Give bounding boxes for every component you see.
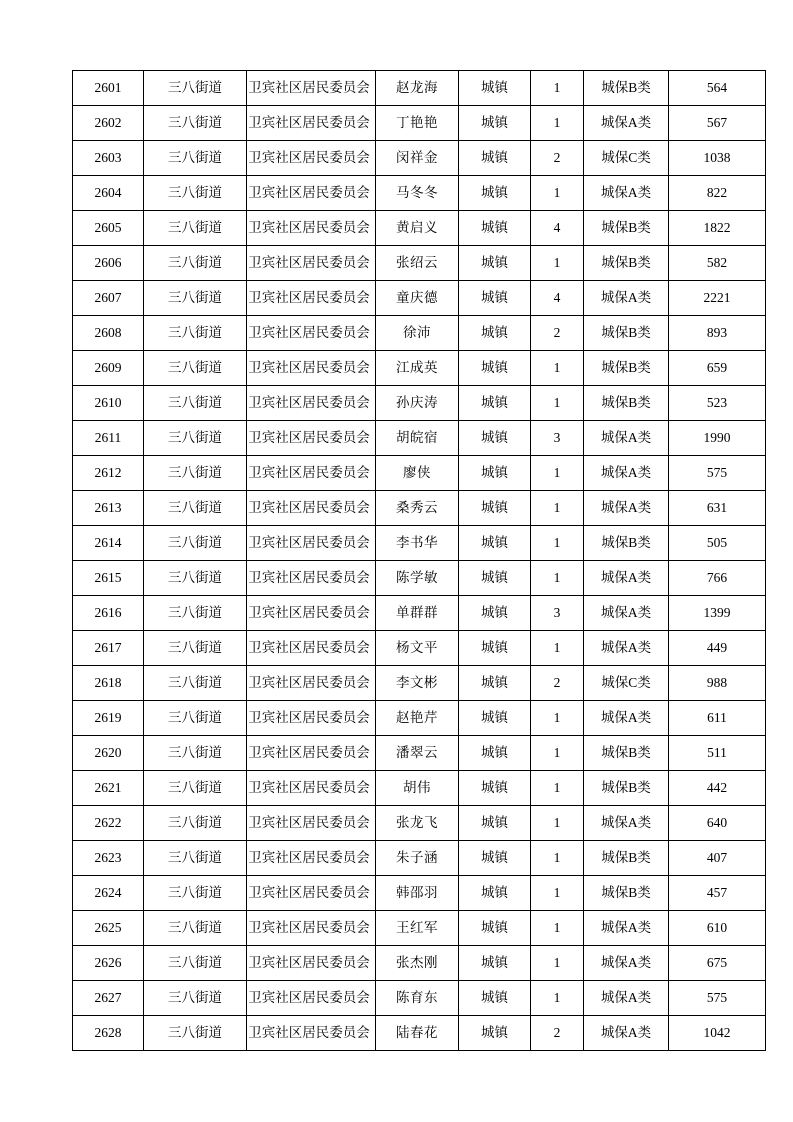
cell-community: 卫宾社区居民委员会 (247, 456, 376, 491)
table-row (73, 1016, 766, 1051)
cell-person-count: 1 (531, 386, 584, 421)
cell-household-type: 城镇 (459, 211, 531, 246)
cell-person-count: 4 (531, 211, 584, 246)
cell-amount: 610 (669, 911, 766, 946)
cell-seq: 2602 (73, 106, 144, 141)
cell-street: 三八街道 (144, 456, 247, 491)
cell-street: 三八街道 (144, 596, 247, 631)
cell-person-count: 1 (531, 806, 584, 841)
cell-household-type: 城镇 (459, 946, 531, 981)
cell-seq: 2618 (73, 666, 144, 701)
table-row (73, 981, 766, 1016)
cell-name: 陈育东 (376, 981, 459, 1016)
cell-amount: 988 (669, 666, 766, 701)
cell-name: 陈学敏 (376, 561, 459, 596)
table-row (73, 351, 766, 386)
cell-person-count: 1 (531, 946, 584, 981)
cell-category: 城保B类 (584, 316, 669, 351)
cell-community: 卫宾社区居民委员会 (247, 596, 376, 631)
cell-household-type: 城镇 (459, 771, 531, 806)
cell-street: 三八街道 (144, 946, 247, 981)
cell-community: 卫宾社区居民委员会 (247, 141, 376, 176)
cell-seq: 2614 (73, 526, 144, 561)
cell-seq: 2608 (73, 316, 144, 351)
cell-name: 朱子涵 (376, 841, 459, 876)
cell-name: 韩邵羽 (376, 876, 459, 911)
cell-person-count: 1 (531, 561, 584, 596)
cell-street: 三八街道 (144, 736, 247, 771)
cell-amount: 2221 (669, 281, 766, 316)
cell-street: 三八街道 (144, 1016, 247, 1051)
table-row (73, 771, 766, 806)
cell-street: 三八街道 (144, 71, 247, 106)
cell-category: 城保B类 (584, 351, 669, 386)
cell-category: 城保C类 (584, 141, 669, 176)
cell-household-type: 城镇 (459, 1016, 531, 1051)
cell-person-count: 1 (531, 911, 584, 946)
cell-seq: 2607 (73, 281, 144, 316)
cell-category: 城保A类 (584, 456, 669, 491)
cell-community: 卫宾社区居民委员会 (247, 176, 376, 211)
cell-street: 三八街道 (144, 281, 247, 316)
cell-seq: 2610 (73, 386, 144, 421)
cell-street: 三八街道 (144, 876, 247, 911)
cell-category: 城保B类 (584, 526, 669, 561)
cell-category: 城保A类 (584, 806, 669, 841)
cell-household-type: 城镇 (459, 491, 531, 526)
cell-street: 三八街道 (144, 211, 247, 246)
cell-seq: 2615 (73, 561, 144, 596)
cell-community: 卫宾社区居民委员会 (247, 246, 376, 281)
cell-person-count: 1 (531, 106, 584, 141)
cell-street: 三八街道 (144, 841, 247, 876)
cell-community: 卫宾社区居民委员会 (247, 841, 376, 876)
cell-name: 张杰刚 (376, 946, 459, 981)
cell-amount: 640 (669, 806, 766, 841)
cell-street: 三八街道 (144, 526, 247, 561)
cell-amount: 631 (669, 491, 766, 526)
cell-amount: 567 (669, 106, 766, 141)
cell-community: 卫宾社区居民委员会 (247, 946, 376, 981)
cell-amount: 766 (669, 561, 766, 596)
cell-category: 城保B类 (584, 386, 669, 421)
cell-household-type: 城镇 (459, 806, 531, 841)
cell-street: 三八街道 (144, 911, 247, 946)
cell-community: 卫宾社区居民委员会 (247, 281, 376, 316)
cell-household-type: 城镇 (459, 141, 531, 176)
cell-community: 卫宾社区居民委员会 (247, 981, 376, 1016)
cell-household-type: 城镇 (459, 876, 531, 911)
cell-person-count: 2 (531, 1016, 584, 1051)
cell-seq: 2611 (73, 421, 144, 456)
cell-name: 杨文平 (376, 631, 459, 666)
cell-amount: 575 (669, 981, 766, 1016)
cell-person-count: 1 (531, 246, 584, 281)
cell-amount: 505 (669, 526, 766, 561)
cell-household-type: 城镇 (459, 631, 531, 666)
table-row (73, 561, 766, 596)
table-row (73, 491, 766, 526)
cell-community: 卫宾社区居民委员会 (247, 701, 376, 736)
cell-household-type: 城镇 (459, 666, 531, 701)
cell-seq: 2619 (73, 701, 144, 736)
cell-street: 三八街道 (144, 771, 247, 806)
cell-category: 城保B类 (584, 876, 669, 911)
cell-community: 卫宾社区居民委员会 (247, 421, 376, 456)
cell-street: 三八街道 (144, 316, 247, 351)
cell-seq: 2625 (73, 911, 144, 946)
cell-name: 丁艳艳 (376, 106, 459, 141)
cell-community: 卫宾社区居民委员会 (247, 351, 376, 386)
cell-category: 城保A类 (584, 281, 669, 316)
table-row (73, 806, 766, 841)
cell-amount: 1399 (669, 596, 766, 631)
cell-community: 卫宾社区居民委员会 (247, 1016, 376, 1051)
cell-person-count: 1 (531, 176, 584, 211)
cell-household-type: 城镇 (459, 106, 531, 141)
table-row (73, 386, 766, 421)
cell-household-type: 城镇 (459, 421, 531, 456)
cell-amount: 457 (669, 876, 766, 911)
cell-seq: 2623 (73, 841, 144, 876)
cell-seq: 2617 (73, 631, 144, 666)
cell-name: 闵祥金 (376, 141, 459, 176)
cell-community: 卫宾社区居民委员会 (247, 106, 376, 141)
cell-amount: 511 (669, 736, 766, 771)
cell-seq: 2616 (73, 596, 144, 631)
cell-seq: 2620 (73, 736, 144, 771)
cell-street: 三八街道 (144, 141, 247, 176)
cell-name: 李文彬 (376, 666, 459, 701)
cell-category: 城保B类 (584, 246, 669, 281)
cell-street: 三八街道 (144, 491, 247, 526)
cell-seq: 2621 (73, 771, 144, 806)
table-row (73, 281, 766, 316)
cell-street: 三八街道 (144, 666, 247, 701)
table-row (73, 211, 766, 246)
cell-household-type: 城镇 (459, 841, 531, 876)
cell-amount: 575 (669, 456, 766, 491)
cell-person-count: 2 (531, 316, 584, 351)
cell-seq: 2605 (73, 211, 144, 246)
cell-community: 卫宾社区居民委员会 (247, 386, 376, 421)
subsidy-table (72, 70, 766, 1051)
cell-name: 张绍云 (376, 246, 459, 281)
cell-amount: 564 (669, 71, 766, 106)
cell-household-type: 城镇 (459, 71, 531, 106)
cell-seq: 2627 (73, 981, 144, 1016)
cell-person-count: 1 (531, 841, 584, 876)
cell-category: 城保C类 (584, 666, 669, 701)
cell-household-type: 城镇 (459, 596, 531, 631)
cell-name: 李书华 (376, 526, 459, 561)
cell-community: 卫宾社区居民委员会 (247, 71, 376, 106)
cell-household-type: 城镇 (459, 736, 531, 771)
cell-street: 三八街道 (144, 351, 247, 386)
cell-community: 卫宾社区居民委员会 (247, 631, 376, 666)
cell-community: 卫宾社区居民委员会 (247, 561, 376, 596)
cell-amount: 523 (669, 386, 766, 421)
cell-street: 三八街道 (144, 386, 247, 421)
cell-person-count: 1 (531, 771, 584, 806)
cell-name: 潘翠云 (376, 736, 459, 771)
cell-community: 卫宾社区居民委员会 (247, 526, 376, 561)
table-row (73, 176, 766, 211)
cell-household-type: 城镇 (459, 176, 531, 211)
cell-category: 城保B类 (584, 771, 669, 806)
cell-category: 城保A类 (584, 176, 669, 211)
cell-household-type: 城镇 (459, 701, 531, 736)
table-row (73, 421, 766, 456)
cell-seq: 2606 (73, 246, 144, 281)
cell-name: 徐沛 (376, 316, 459, 351)
cell-seq: 2624 (73, 876, 144, 911)
cell-category: 城保A类 (584, 491, 669, 526)
table-row (73, 316, 766, 351)
cell-seq: 2612 (73, 456, 144, 491)
cell-amount: 582 (669, 246, 766, 281)
cell-person-count: 1 (531, 456, 584, 491)
cell-person-count: 1 (531, 351, 584, 386)
cell-person-count: 1 (531, 631, 584, 666)
cell-name: 廖侠 (376, 456, 459, 491)
cell-person-count: 1 (531, 876, 584, 911)
cell-street: 三八街道 (144, 631, 247, 666)
cell-street: 三八街道 (144, 106, 247, 141)
cell-amount: 407 (669, 841, 766, 876)
cell-street: 三八街道 (144, 806, 247, 841)
table-row (73, 456, 766, 491)
cell-community: 卫宾社区居民委员会 (247, 211, 376, 246)
table-row (73, 526, 766, 561)
cell-amount: 675 (669, 946, 766, 981)
cell-category: 城保A类 (584, 981, 669, 1016)
cell-name: 马冬冬 (376, 176, 459, 211)
cell-community: 卫宾社区居民委员会 (247, 771, 376, 806)
cell-amount: 1042 (669, 1016, 766, 1051)
table-row (73, 946, 766, 981)
cell-street: 三八街道 (144, 246, 247, 281)
cell-community: 卫宾社区居民委员会 (247, 736, 376, 771)
cell-person-count: 1 (531, 736, 584, 771)
cell-name: 单群群 (376, 596, 459, 631)
cell-household-type: 城镇 (459, 526, 531, 561)
cell-person-count: 2 (531, 666, 584, 701)
cell-name: 张龙飞 (376, 806, 459, 841)
cell-person-count: 1 (531, 491, 584, 526)
cell-name: 童庆德 (376, 281, 459, 316)
cell-person-count: 1 (531, 71, 584, 106)
cell-community: 卫宾社区居民委员会 (247, 316, 376, 351)
cell-seq: 2626 (73, 946, 144, 981)
cell-name: 陆春花 (376, 1016, 459, 1051)
cell-community: 卫宾社区居民委员会 (247, 911, 376, 946)
cell-household-type: 城镇 (459, 981, 531, 1016)
table-row (73, 596, 766, 631)
cell-household-type: 城镇 (459, 561, 531, 596)
cell-category: 城保A类 (584, 946, 669, 981)
table-row (73, 876, 766, 911)
cell-amount: 442 (669, 771, 766, 806)
cell-household-type: 城镇 (459, 456, 531, 491)
cell-seq: 2628 (73, 1016, 144, 1051)
table-row (73, 71, 766, 106)
cell-name: 胡伟 (376, 771, 459, 806)
cell-category: 城保A类 (584, 596, 669, 631)
cell-name: 孙庆涛 (376, 386, 459, 421)
cell-amount: 611 (669, 701, 766, 736)
table-row (73, 841, 766, 876)
table-row (73, 631, 766, 666)
table-row (73, 246, 766, 281)
table-row (73, 106, 766, 141)
cell-seq: 2609 (73, 351, 144, 386)
table-body (73, 71, 766, 1051)
cell-name: 王红军 (376, 911, 459, 946)
cell-community: 卫宾社区居民委员会 (247, 491, 376, 526)
cell-category: 城保A类 (584, 911, 669, 946)
cell-household-type: 城镇 (459, 911, 531, 946)
table-row (73, 736, 766, 771)
cell-category: 城保A类 (584, 561, 669, 596)
cell-community: 卫宾社区居民委员会 (247, 806, 376, 841)
cell-category: 城保A类 (584, 106, 669, 141)
table-row (73, 141, 766, 176)
cell-person-count: 3 (531, 421, 584, 456)
cell-community: 卫宾社区居民委员会 (247, 666, 376, 701)
cell-community: 卫宾社区居民委员会 (247, 876, 376, 911)
cell-category: 城保B类 (584, 841, 669, 876)
cell-person-count: 2 (531, 141, 584, 176)
cell-category: 城保B类 (584, 71, 669, 106)
table-row (73, 666, 766, 701)
cell-category: 城保A类 (584, 631, 669, 666)
cell-name: 胡皖宿 (376, 421, 459, 456)
cell-amount: 1822 (669, 211, 766, 246)
table-row (73, 911, 766, 946)
cell-person-count: 3 (531, 596, 584, 631)
cell-street: 三八街道 (144, 981, 247, 1016)
cell-street: 三八街道 (144, 701, 247, 736)
cell-household-type: 城镇 (459, 246, 531, 281)
cell-name: 黄启义 (376, 211, 459, 246)
table-row (73, 701, 766, 736)
cell-amount: 822 (669, 176, 766, 211)
cell-person-count: 1 (531, 981, 584, 1016)
cell-category: 城保A类 (584, 1016, 669, 1051)
cell-seq: 2622 (73, 806, 144, 841)
cell-amount: 1038 (669, 141, 766, 176)
cell-person-count: 1 (531, 526, 584, 561)
cell-name: 赵龙海 (376, 71, 459, 106)
cell-street: 三八街道 (144, 421, 247, 456)
cell-name: 桑秀云 (376, 491, 459, 526)
cell-street: 三八街道 (144, 561, 247, 596)
cell-seq: 2601 (73, 71, 144, 106)
cell-name: 赵艳芹 (376, 701, 459, 736)
cell-category: 城保B类 (584, 211, 669, 246)
cell-household-type: 城镇 (459, 281, 531, 316)
cell-amount: 1990 (669, 421, 766, 456)
cell-category: 城保A类 (584, 701, 669, 736)
cell-household-type: 城镇 (459, 316, 531, 351)
cell-seq: 2613 (73, 491, 144, 526)
cell-amount: 449 (669, 631, 766, 666)
cell-person-count: 4 (531, 281, 584, 316)
cell-person-count: 1 (531, 701, 584, 736)
cell-amount: 659 (669, 351, 766, 386)
cell-category: 城保B类 (584, 736, 669, 771)
cell-seq: 2603 (73, 141, 144, 176)
cell-household-type: 城镇 (459, 386, 531, 421)
cell-category: 城保A类 (584, 421, 669, 456)
cell-household-type: 城镇 (459, 351, 531, 386)
cell-street: 三八街道 (144, 176, 247, 211)
cell-amount: 893 (669, 316, 766, 351)
cell-name: 江成英 (376, 351, 459, 386)
cell-seq: 2604 (73, 176, 144, 211)
